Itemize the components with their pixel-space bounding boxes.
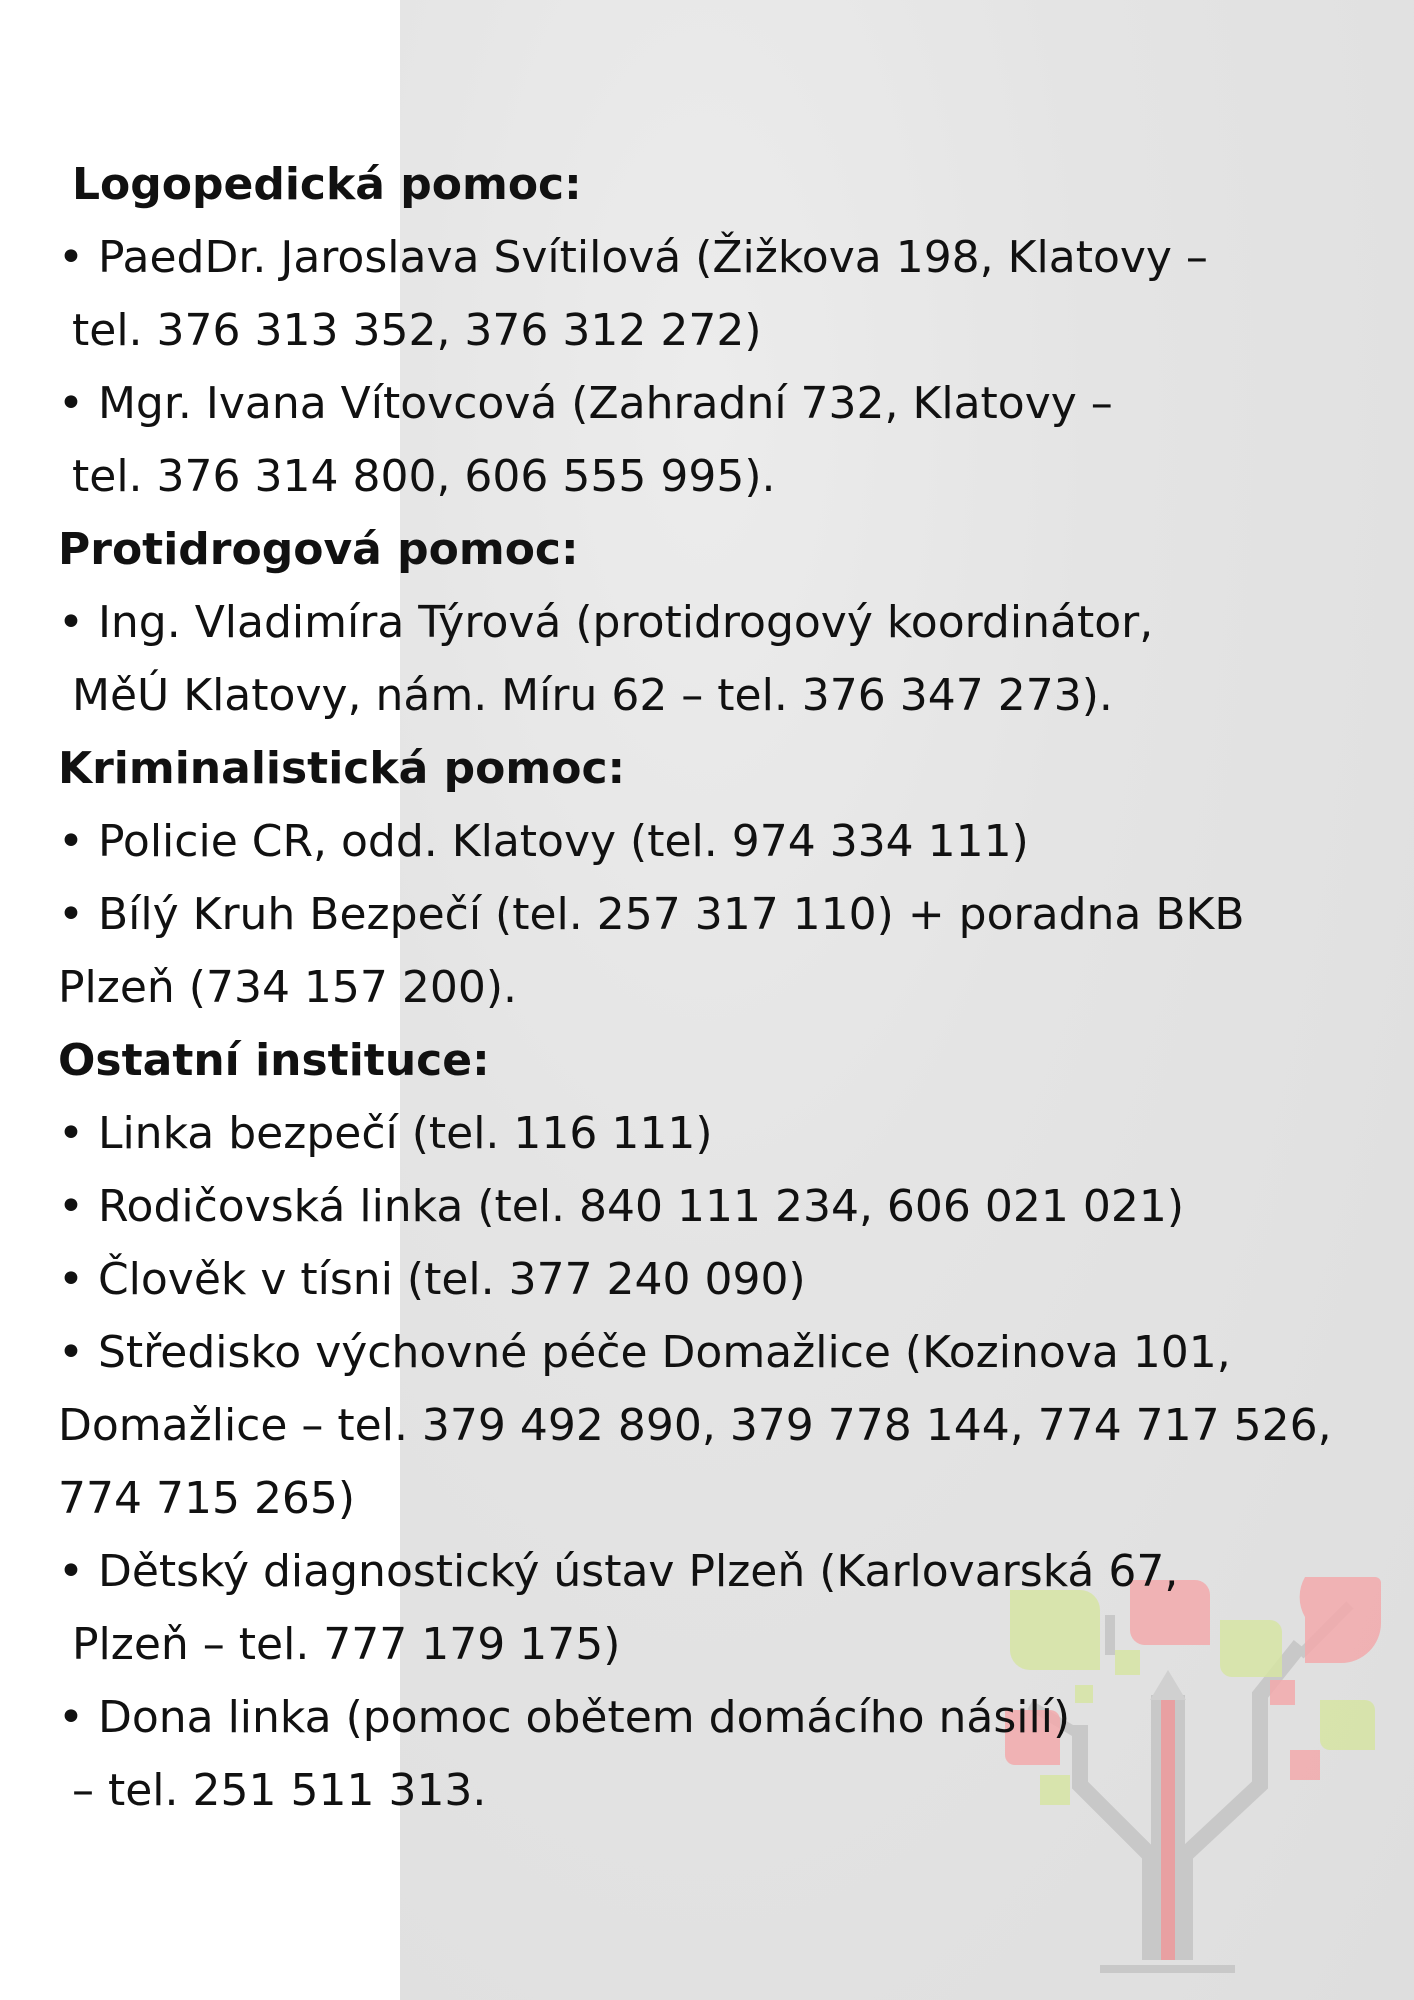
contact-list bbox=[58, 148, 1358, 1827]
list-item-continuation: Plzeň – tel. 777 179 175) bbox=[72, 1619, 621, 1670]
list-item-continuation: Domažlice – tel. 379 492 890, 379 778 144, 774 717 526, bbox=[58, 1400, 1332, 1451]
list-item: • Středisko výchovné péče Domažlice (Kozinova 101, bbox=[58, 1327, 1231, 1378]
list-item-continuation: – tel. 251 511 313. bbox=[72, 1765, 487, 1816]
list-item: • Mgr. Ivana Vítovcová (Zahradní 732, Klatovy – bbox=[58, 378, 1113, 429]
section-heading-other: Ostatní instituce: bbox=[58, 1035, 490, 1086]
list-item: • Dětský diagnostický ústav Plzeň (Karlovarská 67, bbox=[58, 1546, 1179, 1597]
list-item: • Ing. Vladimíra Týrová (protidrogový koordinátor, bbox=[58, 597, 1154, 648]
section-heading-antidrug: Protidrogová pomoc: bbox=[58, 524, 579, 575]
list-item: • Rodičovská linka (tel. 840 111 234, 606 021 021) bbox=[58, 1181, 1184, 1232]
list-item: • Dona linka (pomoc obětem domácího násilí) bbox=[58, 1692, 1071, 1743]
list-item: • Policie CR, odd. Klatovy (tel. 974 334 111) bbox=[58, 816, 1029, 867]
list-item: • Bílý Kruh Bezpečí (tel. 257 317 110) + poradna BKB bbox=[58, 889, 1245, 940]
list-item-continuation: MěÚ Klatovy, nám. Míru 62 – tel. 376 347 273). bbox=[72, 670, 1113, 721]
list-item: • Člověk v tísni (tel. 377 240 090) bbox=[58, 1254, 806, 1305]
section-heading-criminal: Kriminalistická pomoc: bbox=[58, 743, 626, 794]
list-item-continuation: 774 715 265) bbox=[58, 1473, 356, 1524]
list-item-continuation: tel. 376 314 800, 606 555 995). bbox=[72, 451, 776, 502]
section-heading-logopedic: Logopedická pomoc: bbox=[72, 159, 582, 210]
list-item: • Linka bezpečí (tel. 116 111) bbox=[58, 1108, 713, 1159]
list-item-continuation: Plzeň (734 157 200). bbox=[58, 962, 518, 1013]
list-item: • PaedDr. Jaroslava Svítilová (Žižkova 198, Klatovy – bbox=[58, 232, 1208, 283]
list-item-continuation: tel. 376 313 352, 376 312 272) bbox=[72, 305, 762, 356]
